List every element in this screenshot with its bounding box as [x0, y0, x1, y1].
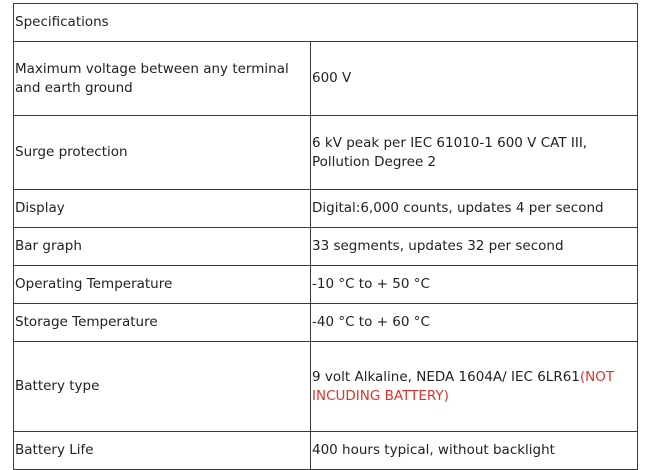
battery-warning-note: (NOT INCUDING BATTERY) — [312, 368, 615, 404]
spec-label: Maximum voltage between any terminal and earth ground — [14, 42, 311, 116]
table-row — [14, 266, 638, 304]
spec-label: Battery Life — [14, 432, 311, 470]
table-title: Specifications — [14, 4, 638, 42]
table-header-row — [14, 4, 638, 42]
table-row — [14, 42, 638, 116]
spec-label: Battery type — [14, 342, 311, 432]
spec-value-text: 9 volt Alkaline, NEDA 1604A/ IEC 6LR61 — [312, 368, 580, 385]
spec-value: -10 °C to + 50 °C — [311, 266, 638, 304]
table-row — [14, 432, 638, 470]
table-row — [14, 228, 638, 266]
spec-value: -40 °C to + 60 °C — [311, 304, 638, 342]
spec-value: 6 kV peak per IEC 61010-1 600 V CAT III, Pollution Degree 2 — [311, 116, 638, 190]
table-row — [14, 342, 638, 432]
spec-value-battery-type — [311, 342, 638, 432]
spec-label: Display — [14, 190, 311, 228]
spec-label: Storage Temperature — [14, 304, 311, 342]
spec-label: Bar graph — [14, 228, 311, 266]
table-row — [14, 190, 638, 228]
table-row — [14, 116, 638, 190]
specifications-table — [13, 3, 638, 470]
spec-value: 600 V — [311, 42, 638, 116]
spec-value: 400 hours typical, without backlight — [311, 432, 638, 470]
spec-label: Surge protection — [14, 116, 311, 190]
spec-label: Operating Temperature — [14, 266, 311, 304]
spec-value: Digital:6,000 counts, updates 4 per second — [311, 190, 638, 228]
spec-value: 33 segments, updates 32 per second — [311, 228, 638, 266]
table-row — [14, 304, 638, 342]
